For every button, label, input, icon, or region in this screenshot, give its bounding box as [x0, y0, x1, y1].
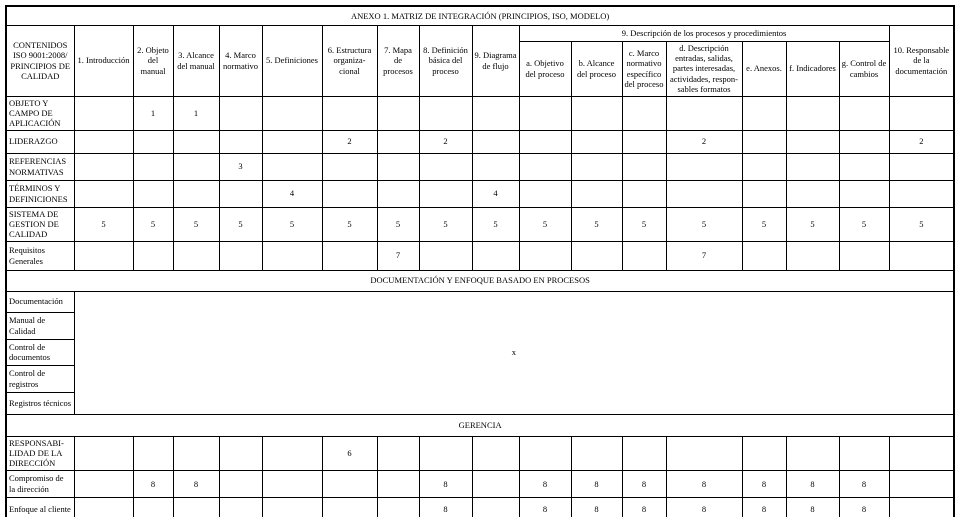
col-header-mapa-procesos: 7. Mapa de procesos	[377, 25, 419, 96]
matrix-cell: 8	[786, 497, 839, 517]
matrix-cell	[472, 497, 519, 517]
matrix-cell	[133, 436, 173, 470]
col-header-diagrama-flujo: 9. Diagrama de flujo	[472, 25, 519, 96]
matrix-cell: 5	[322, 207, 377, 241]
matrix-cell	[219, 470, 262, 497]
matrix-cell	[219, 96, 262, 130]
col-header-descripcion-entradas: d. Descripción entradas, salidas, partes interesadas, actividades, respon- sables formatos	[666, 41, 742, 96]
matrix-cell	[419, 180, 472, 207]
matrix-cell	[889, 153, 954, 180]
matrix-cell	[173, 153, 219, 180]
matrix-cell	[472, 241, 519, 270]
matrix-cell	[622, 241, 666, 270]
matrix-cell	[133, 153, 173, 180]
matrix-cell: 8	[666, 497, 742, 517]
matrix-cell	[571, 96, 622, 130]
matrix-cell	[133, 130, 173, 153]
matrix-cell	[666, 96, 742, 130]
matrix-cell	[622, 130, 666, 153]
matrix-cell	[262, 96, 322, 130]
matrix-cell	[322, 153, 377, 180]
col-header-marco-normativo-especifico: c. Marco normativo específico del proceso	[622, 41, 666, 96]
matrix-cell	[889, 241, 954, 270]
matrix-cell	[262, 241, 322, 270]
row-label: Control de registros	[6, 365, 74, 392]
table-row	[6, 153, 954, 180]
matrix-cell	[519, 180, 571, 207]
matrix-cell	[173, 130, 219, 153]
table-row	[6, 180, 954, 207]
matrix-cell: 8	[666, 470, 742, 497]
matrix-cell	[133, 497, 173, 517]
table-row	[6, 207, 954, 241]
matrix-cell	[219, 497, 262, 517]
matrix-cell: 5	[173, 207, 219, 241]
matrix-cell	[839, 130, 889, 153]
matrix-cell	[622, 180, 666, 207]
matrix-cell	[262, 470, 322, 497]
matrix-cell	[219, 436, 262, 470]
col-header-alcance-manual: 3. Alcance del manual	[173, 25, 219, 96]
matrix-cell: 8	[742, 470, 786, 497]
matrix-cell: 5	[666, 207, 742, 241]
matrix-cell	[519, 130, 571, 153]
matrix-cell: 6	[322, 436, 377, 470]
matrix-cell: 8	[839, 497, 889, 517]
matrix-cell	[74, 180, 133, 207]
matrix-cell	[322, 241, 377, 270]
matrix-cell	[419, 241, 472, 270]
matrix-cell: 8	[519, 470, 571, 497]
matrix-cell: 1	[133, 96, 173, 130]
matrix-cell	[219, 180, 262, 207]
section-header: DOCUMENTACIÓN Y ENFOQUE BASADO EN PROCESOS	[6, 270, 954, 291]
matrix-cell	[472, 153, 519, 180]
col-group-descripcion-procesos: 9. Descripción de los procesos y procedimientos	[519, 25, 889, 41]
matrix-cell: 7	[666, 241, 742, 270]
matrix-cell	[622, 96, 666, 130]
matrix-cell	[322, 470, 377, 497]
matrix-cell: 5	[219, 207, 262, 241]
matrix-cell	[666, 180, 742, 207]
matrix-cell	[74, 153, 133, 180]
matrix-cell: 2	[419, 130, 472, 153]
matrix-cell	[419, 96, 472, 130]
col-header-alcance-proceso: b. Alcance del proceso	[571, 41, 622, 96]
matrix-cell	[472, 96, 519, 130]
matrix-cell: 5	[377, 207, 419, 241]
matrix-cell	[74, 130, 133, 153]
col-header-indicadores: f. Indicadores	[786, 41, 839, 96]
col-header-control-cambios: g. Control de cambios	[839, 41, 889, 96]
matrix-cell	[786, 241, 839, 270]
matrix-cell	[742, 153, 786, 180]
matrix-cell	[262, 436, 322, 470]
document-title: ANEXO 1. MATRIZ DE INTEGRACIÓN (PRINCIPIOS, ISO, MODELO)	[6, 6, 954, 25]
matrix-cell	[377, 96, 419, 130]
matrix-cell: 5	[74, 207, 133, 241]
merged-documentation-cell: x	[74, 291, 954, 414]
matrix-cell	[889, 497, 954, 517]
matrix-cell: 8	[786, 470, 839, 497]
table-row	[6, 96, 954, 130]
col-header-definiciones: 5. Definiciones	[262, 25, 322, 96]
matrix-cell	[571, 241, 622, 270]
matrix-cell	[519, 96, 571, 130]
matrix-cell: 5	[571, 207, 622, 241]
matrix-cell	[622, 153, 666, 180]
matrix-cell	[322, 96, 377, 130]
col-header-objeto-manual: 2. Objeto del manual	[133, 25, 173, 96]
matrix-cell	[519, 436, 571, 470]
matrix-cell	[666, 436, 742, 470]
matrix-cell	[742, 96, 786, 130]
matrix-cell	[377, 470, 419, 497]
section-header-row	[6, 414, 954, 436]
matrix-cell	[622, 436, 666, 470]
matrix-cell	[786, 96, 839, 130]
col-header-marco-normativo: 4. Marco normativo	[219, 25, 262, 96]
col-header-responsable-documentacion: 10. Responsable de la documentación	[889, 25, 954, 96]
matrix-cell	[419, 153, 472, 180]
matrix-cell	[173, 497, 219, 517]
matrix-cell	[74, 241, 133, 270]
row-label: Documentación	[6, 291, 74, 312]
matrix-cell	[472, 470, 519, 497]
row-label: SISTEMA DE GESTION DE CALIDAD	[6, 207, 74, 241]
matrix-cell	[219, 241, 262, 270]
matrix-cell	[839, 153, 889, 180]
matrix-cell: 8	[571, 497, 622, 517]
matrix-cell	[839, 180, 889, 207]
matrix-cell	[786, 436, 839, 470]
matrix-cell: 5	[786, 207, 839, 241]
matrix-cell: 4	[262, 180, 322, 207]
matrix-cell: 8	[419, 470, 472, 497]
matrix-cell	[839, 96, 889, 130]
matrix-cell	[74, 497, 133, 517]
matrix-cell: 2	[322, 130, 377, 153]
table-row	[6, 470, 954, 497]
matrix-cell	[262, 130, 322, 153]
matrix-cell: 8	[133, 470, 173, 497]
matrix-cell	[377, 497, 419, 517]
table-row	[6, 291, 954, 312]
matrix-cell: 1	[173, 96, 219, 130]
col-header-anexos: e. Anexos.	[742, 41, 786, 96]
row-label: REFERENCIAS NORMATIVAS	[6, 153, 74, 180]
row-label: RESPONSABI- LIDAD DE LA DIRECCIÓN	[6, 436, 74, 470]
matrix-cell	[571, 130, 622, 153]
matrix-cell	[571, 180, 622, 207]
matrix-cell	[322, 497, 377, 517]
matrix-cell: 8	[622, 470, 666, 497]
matrix-cell	[519, 153, 571, 180]
matrix-cell	[839, 241, 889, 270]
matrix-cell	[571, 153, 622, 180]
matrix-cell	[889, 180, 954, 207]
row-label: Registros técnicos	[6, 392, 74, 414]
table-row	[6, 241, 954, 270]
matrix-cell: 2	[666, 130, 742, 153]
integration-matrix-table	[5, 5, 955, 517]
matrix-cell: 5	[419, 207, 472, 241]
matrix-cell	[786, 153, 839, 180]
matrix-cell	[74, 96, 133, 130]
matrix-cell: 5	[889, 207, 954, 241]
matrix-cell: 8	[173, 470, 219, 497]
matrix-cell	[742, 241, 786, 270]
matrix-cell: 2	[889, 130, 954, 153]
matrix-cell	[133, 241, 173, 270]
matrix-cell: 5	[622, 207, 666, 241]
row-label: Enfoque al cliente	[6, 497, 74, 517]
row-label: Manual de Calidad	[6, 312, 74, 339]
matrix-cell: 8	[519, 497, 571, 517]
col-header-definicion-basica: 8. Definición básica del proceso	[419, 25, 472, 96]
matrix-cell	[219, 130, 262, 153]
matrix-cell: 5	[839, 207, 889, 241]
matrix-cell: 4	[472, 180, 519, 207]
matrix-cell	[173, 180, 219, 207]
matrix-cell	[262, 153, 322, 180]
matrix-cell	[377, 130, 419, 153]
row-label: TÉRMINOS Y DEFINICIONES	[6, 180, 74, 207]
matrix-cell	[322, 180, 377, 207]
matrix-cell: 3	[219, 153, 262, 180]
matrix-cell: 5	[472, 207, 519, 241]
matrix-body	[6, 96, 954, 517]
matrix-cell: 5	[519, 207, 571, 241]
matrix-cell	[839, 436, 889, 470]
matrix-cell	[571, 436, 622, 470]
matrix-cell: 5	[133, 207, 173, 241]
row-label: Control de documentos	[6, 339, 74, 365]
matrix-cell	[377, 180, 419, 207]
matrix-cell: 8	[571, 470, 622, 497]
matrix-cell	[262, 497, 322, 517]
matrix-cell	[173, 241, 219, 270]
col-header-estructura-organizacional: 6. Estructura organiza- cional	[322, 25, 377, 96]
matrix-cell	[889, 96, 954, 130]
matrix-cell	[377, 436, 419, 470]
matrix-cell	[742, 130, 786, 153]
section-header: GERENCIA	[6, 414, 954, 436]
row-label: OBJETO Y CAMPO DE APLICACIÓN	[6, 96, 74, 130]
matrix-cell	[472, 436, 519, 470]
matrix-cell: 5	[742, 207, 786, 241]
matrix-cell	[666, 153, 742, 180]
matrix-cell	[889, 436, 954, 470]
matrix-cell	[472, 130, 519, 153]
matrix-cell	[742, 180, 786, 207]
row-label: Requisitos Generales	[6, 241, 74, 270]
matrix-cell	[786, 180, 839, 207]
matrix-cell: 8	[742, 497, 786, 517]
matrix-cell	[74, 436, 133, 470]
col-header-objetivo-proceso: a. Objetivo del proceso	[519, 41, 571, 96]
matrix-cell	[742, 436, 786, 470]
section-header-row	[6, 270, 954, 291]
row-label: Compromiso de la dirección	[6, 470, 74, 497]
corner-header: CONTENIDOS ISO 9001:2008/ PRINCIPIOS DE CALIDAD	[6, 25, 74, 96]
matrix-cell	[889, 470, 954, 497]
matrix-cell: 8	[419, 497, 472, 517]
matrix-cell: 7	[377, 241, 419, 270]
matrix-cell	[519, 241, 571, 270]
matrix-cell	[74, 470, 133, 497]
matrix-cell	[133, 180, 173, 207]
matrix-cell: 5	[262, 207, 322, 241]
table-row	[6, 130, 954, 153]
col-header-introduccion: 1. Introducción	[74, 25, 133, 96]
matrix-cell	[173, 436, 219, 470]
matrix-cell	[419, 436, 472, 470]
matrix-cell: 8	[622, 497, 666, 517]
matrix-cell	[377, 153, 419, 180]
matrix-cell: 8	[839, 470, 889, 497]
matrix-cell	[786, 130, 839, 153]
table-row	[6, 436, 954, 470]
table-row	[6, 497, 954, 517]
row-label: LIDERAZGO	[6, 130, 74, 153]
